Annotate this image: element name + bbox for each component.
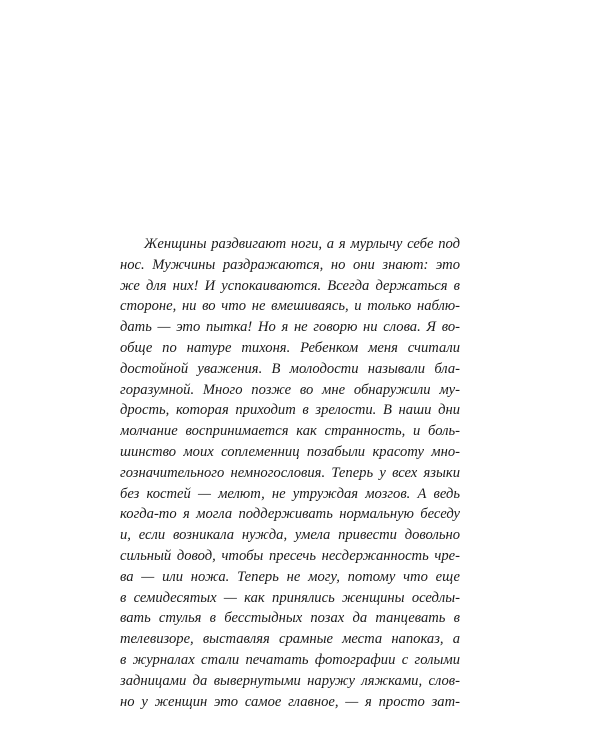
paragraph-line: без костей — мелют, не утруждая мозгов. А ведь bbox=[120, 485, 460, 502]
paragraph-line: дать — это пытка! Но я не говорю ни слова. Я во- bbox=[120, 319, 460, 336]
paragraph-line: в семидесятых — как принялись женщины оседлы- bbox=[120, 589, 460, 606]
paragraph-line: в журналах стали печатать фотографии с голыми bbox=[120, 651, 460, 668]
paragraph-line: шинство моих соплеменниц позабыли красоту мно- bbox=[120, 443, 460, 460]
paragraph-line: и, если возникала нужда, умела привести довольно bbox=[120, 527, 460, 544]
paragraph-line: нос. Мужчины раздражаются, но они знают: это bbox=[120, 256, 460, 273]
paragraph-line: дрость, которая приходит в зрелости. В наши дни bbox=[120, 402, 460, 419]
paragraph-line: стороне, ни во что не вмешиваясь, и только наблю- bbox=[120, 298, 460, 315]
paragraph-line: гозначительного немногословия. Теперь у всех языки bbox=[120, 464, 460, 481]
paragraph-line: сильный довод, чтобы пресечь несдержанность чре- bbox=[120, 547, 460, 564]
paragraph-line: но у женщин это самое главное, — я просто зат- bbox=[120, 693, 460, 710]
paragraph-line: горазумной. Много позже во мне обнаружили му- bbox=[120, 381, 460, 398]
paragraph-line: молчание воспринимается как странность, и боль- bbox=[120, 423, 460, 440]
paragraph-line: когда-то я могла поддерживать нормальную беседу bbox=[120, 506, 460, 523]
paragraph-line: вать стулья в бесстыдных позах да танцевать в bbox=[120, 610, 460, 627]
paragraph-line: ва — или ножа. Теперь не могу, потому что еще bbox=[120, 568, 460, 585]
paragraph-line: обще по натуре тихоня. Ребенком меня считали bbox=[120, 339, 460, 356]
paragraph bbox=[120, 234, 460, 712]
paragraph-line: задницами да вывернутыми наружу ляжками, слов- bbox=[120, 672, 460, 689]
paragraph-line: Женщины раздвигают ноги, а я мурлычу себе под bbox=[144, 236, 460, 252]
paragraph-line: достойной уважения. В молодости называли бла- bbox=[120, 360, 460, 377]
paragraph-line: же для них! И успокаиваются. Всегда держаться в bbox=[120, 277, 460, 294]
paragraph-line: телевизоре, выставляя срамные места напоказ, а bbox=[120, 631, 460, 648]
